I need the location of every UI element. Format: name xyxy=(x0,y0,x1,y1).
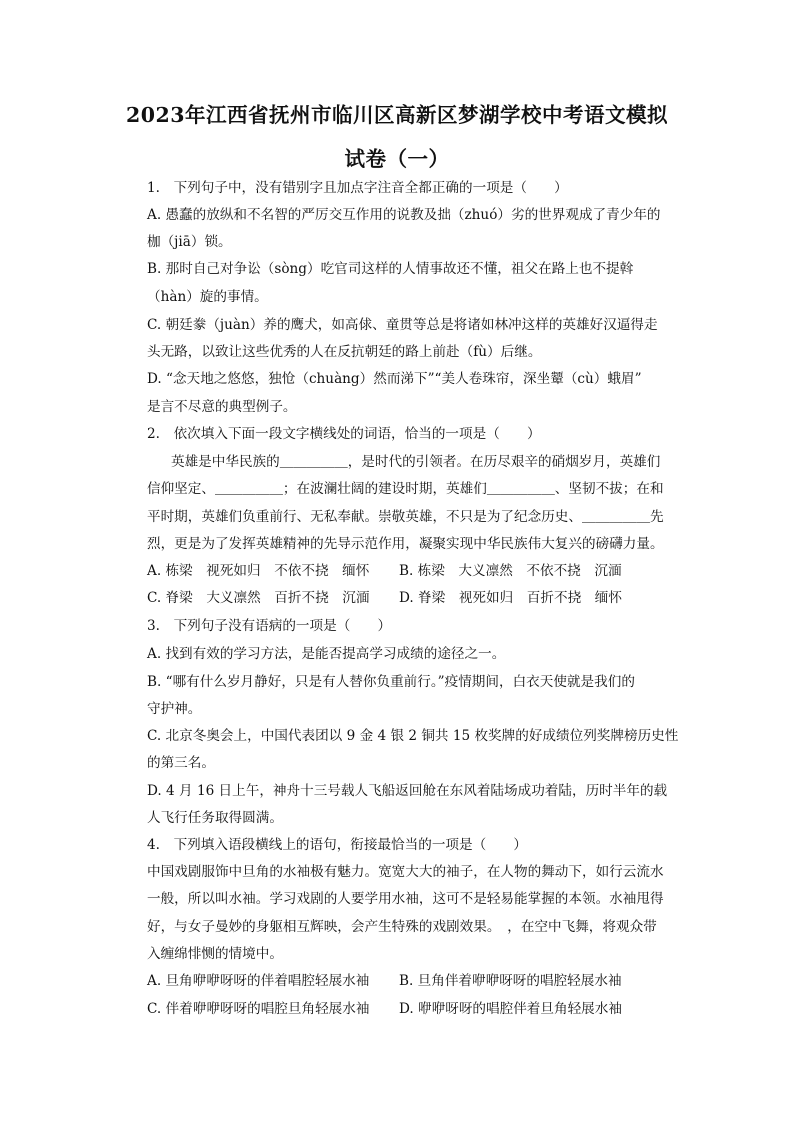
q2-passage-line-1: 英雄是中华民族的＿＿＿＿＿，是时代的引领者。在历尽艰辛的硝烟岁月，英雄们 xyxy=(171,454,661,470)
q4-option-d: D. 咿咿呀呀的唱腔伴着旦角轻展水袖 xyxy=(399,1001,622,1017)
q1-option-c-line-2: 头无路，以致让这些优秀的人在反抗朝廷的路上前赴（fù）后继。 xyxy=(147,344,542,360)
q4-option-a: A. 旦角咿咿呀呀的伴着唱腔轻展水袖 xyxy=(147,973,370,989)
q4-passage-line-3: 好，与女子曼妙的身躯相互辉映，会产生特殊的戏剧效果。 ，在空中飞舞，将观众带 xyxy=(147,919,657,935)
q2-passage-line-4: 烈，更是为了发挥英雄精神的先导示范作用，凝聚实现中华民族伟大复兴的磅礴力量。 xyxy=(147,536,664,552)
q3-option-c-line-2: 的第三名。 xyxy=(147,755,215,771)
q4-passage-line-4: 入缠绵悱恻的情境中。 xyxy=(147,946,283,962)
q2-passage-line-3: 平时期，英雄们负重前行、无私奉献。崇敬英雄，不只是为了纪念历史、＿＿＿＿＿先 xyxy=(147,509,664,525)
q1-option-b-line-2: （hàn）旋的事情。 xyxy=(147,289,268,305)
exam-title-line-1: 2023年江西省抚州市临川区高新区梦湖学校中考语文模拟 xyxy=(125,103,669,127)
q1-option-d-line-2: 是言不尽意的典型例子。 xyxy=(147,399,297,415)
q2-option-c: C. 脊梁 大义凛然 百折不挠 沉湎 xyxy=(147,590,370,606)
q2-stem: 2. 依次填入下面一段文字横线处的词语，恰当的一项是（ ） xyxy=(147,426,541,442)
q1-option-b-line-1: B. 那时自己对争讼（sòng）吃官司这样的人情事故还不懂，祖父在路上也不提斡 xyxy=(147,261,634,277)
q3-option-d-line-2: 人飞行任务取得圆满。 xyxy=(147,810,283,826)
q3-option-c-line-1: C. 北京冬奥会上，中国代表团以 9 金 4 银 2 铜共 15 枚奖牌的好成绩位列奖牌榜历史性 xyxy=(147,728,679,744)
q2-option-d: D. 脊梁 视死如归 百折不挠 缅怀 xyxy=(399,590,622,606)
q3-stem: 3. 下列句子没有语病的一项是（ ） xyxy=(147,618,392,634)
q4-option-c: C. 伴着咿咿呀呀的唱腔旦角轻展水袖 xyxy=(147,1001,370,1017)
q1-option-c-line-1: C. 朝廷豢（juàn）养的鹰犬，如高俅、童贯等总是将诸如林冲这样的英雄好汉逼得走 xyxy=(147,317,658,333)
q2-option-a: A. 栋梁 视死如归 不依不挠 缅怀 xyxy=(147,563,370,579)
q4-stem: 4. 下列填入语段横线上的语句，衔接最恰当的一项是（ ） xyxy=(147,837,527,853)
exam-title-line-2: 试卷（一） xyxy=(344,147,450,171)
q2-passage-line-2: 信仰坚定、＿＿＿＿＿；在波澜壮阔的建设时期，英雄们＿＿＿＿＿、坚韧不拔；在和 xyxy=(147,481,664,497)
q2-option-b: B. 栋梁 大义凛然 不依不挠 沉湎 xyxy=(399,563,622,579)
q3-option-b-line-1: B. “哪有什么岁月静好，只是有人替你负重前行。”疫情期间，白衣天使就是我们的 xyxy=(147,674,635,690)
q1-option-a-line-1: A. 愚蠢的放纵和不名智的严厉交互作用的说教及拙（zhuó）劣的世界观成了青少年的 xyxy=(147,207,661,223)
q1-stem: 1. 下列句子中，没有错别字且加点字注音全都正确的一项是（ ） xyxy=(147,180,568,196)
q4-passage-line-1: 中国戏剧服饰中旦角的水袖极有魅力。宽宽大大的袖子，在人物的舞动下，如行云流水 xyxy=(147,864,664,880)
q1-option-a-line-2: 枷（jiā）锁。 xyxy=(147,234,232,250)
q3-option-d-line-1: D. 4 月 16 日上午，神舟十三号载人飞船返回舱在东风着陆场成功着陆，历时半年的载 xyxy=(147,783,668,799)
q1-option-d-line-1: D. “念天地之悠悠，独怆（chuàng）然而涕下”“美人卷珠帘，深坐颦（cù）蛾眉” xyxy=(147,371,642,387)
q3-option-b-line-2: 守护神。 xyxy=(147,701,202,717)
q4-option-b: B. 旦角伴着咿咿呀呀的唱腔轻展水袖 xyxy=(399,973,622,989)
q3-option-a: A. 找到有效的学习方法，是能否提高学习成绩的途径之一。 xyxy=(147,646,506,662)
q4-passage-line-2: 一般，所以叫水袖。学习戏剧的人要学用水袖，这可不是轻易能掌握的本领。水袖甩得 xyxy=(147,891,664,907)
